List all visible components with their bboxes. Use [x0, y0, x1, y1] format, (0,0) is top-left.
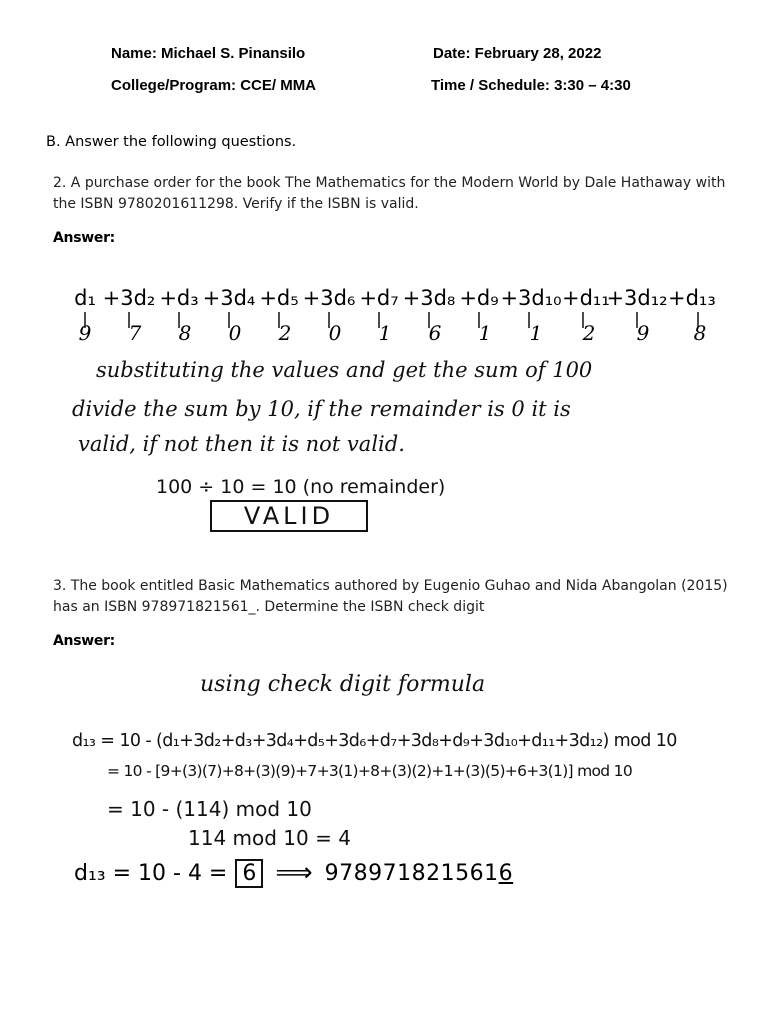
isbn-digit: 9	[636, 321, 650, 345]
isbn-digit: 0	[228, 321, 242, 345]
isbn-digit: 2	[278, 321, 292, 345]
isbn-digit: 7	[128, 321, 142, 345]
date: Date: February 28, 2022	[433, 45, 602, 62]
isbn-digit: 8	[693, 321, 707, 345]
formula-line-1: d₁₃ = 10 - (d₁+3d₂+d₃+3d₄+d₅+3d₆+d₇+3d₈+d₉+3d₁₀+d₁₁+3d₁₂) mod 10	[72, 731, 677, 751]
formula-term: d₁	[74, 286, 96, 310]
result-prefix: d₁₃ = 10 - 4 =	[74, 860, 228, 886]
isbn-digit: 6	[428, 321, 442, 345]
check-digit-box: 6	[235, 859, 263, 888]
question-2-answer-label: Answer:	[53, 230, 115, 246]
isbn-digit: 1	[529, 321, 543, 345]
college-program: College/Program: CCE/ MMA	[111, 77, 317, 94]
question-2-text: 2. A purchase order for the book The Mathematics for the Modern World by Dale Hathaway with the ISBN 9780201611298. Verify if the ISBN is valid.	[53, 175, 726, 212]
division-work: 100 ÷ 10 = 10 (no remainder)	[156, 476, 446, 498]
formula-term: +3d₁₂	[606, 286, 668, 310]
isbn-digit: 2	[582, 321, 596, 345]
implies-arrow: ⟹	[275, 858, 313, 888]
formula-term: +d₅	[259, 286, 299, 310]
isbn-digit: 0	[328, 321, 342, 345]
isbn-result	[325, 861, 513, 886]
isbn-digits-row	[60, 321, 730, 345]
formula-term: +3d₁₀	[500, 286, 562, 310]
student-name: Name: Michael S. Pinansilo	[111, 45, 306, 62]
isbn-check-digit: 6	[498, 860, 514, 886]
section-title: B. Answer the following questions.	[46, 134, 297, 150]
formula-term: +3d₄	[202, 286, 256, 310]
isbn-prefix: 978971821561	[324, 860, 499, 886]
time-schedule: Time / Schedule: 3:30 – 4:30	[431, 77, 631, 94]
isbn-digit: 9	[78, 321, 92, 345]
formula-term: +d₁₁	[562, 286, 610, 310]
formula-term: +d₁₃	[668, 286, 716, 310]
check-digit-result-line	[74, 858, 513, 888]
method-note: using check digit formula	[200, 672, 486, 697]
formula-term: +d₇	[359, 286, 399, 310]
question-3-answer-label: Answer:	[53, 633, 115, 649]
formula-term: +3d₆	[302, 286, 356, 310]
formula-line-2: = 10 - [9+(3)(7)+8+(3)(9)+7+3(1)+8+(3)(2)+1+(3)(5)+6+3(1)] mod 10	[107, 762, 632, 780]
formula-term: +d₉	[459, 286, 499, 310]
isbn-digit: 1	[378, 321, 392, 345]
formula-term: +d₃	[159, 286, 199, 310]
formula-term: +3d₂	[102, 286, 156, 310]
question-3-text: 3. The book entitled Basic Mathematics authored by Eugenio Guhao and Nida Abangolan (2015) has an ISBN 978971821561_. Determine the ISBN check digit	[53, 578, 728, 615]
valid-result-box: VALID	[210, 500, 368, 532]
formula-line-3: = 10 - (114) mod 10	[107, 797, 312, 821]
isbn-digit: 8	[178, 321, 192, 345]
explanation-line-2: divide the sum by 10, if the remainder is 0 it is	[72, 397, 571, 421]
explanation-line-3: valid, if not then it is not valid.	[78, 432, 405, 456]
isbn-formula-row	[70, 286, 716, 310]
explanation-line-1: substituting the values and get the sum of 100	[96, 358, 593, 382]
formula-line-4: 114 mod 10 = 4	[188, 826, 351, 850]
isbn-digit: 1	[478, 321, 492, 345]
formula-term: +3d₈	[402, 286, 456, 310]
